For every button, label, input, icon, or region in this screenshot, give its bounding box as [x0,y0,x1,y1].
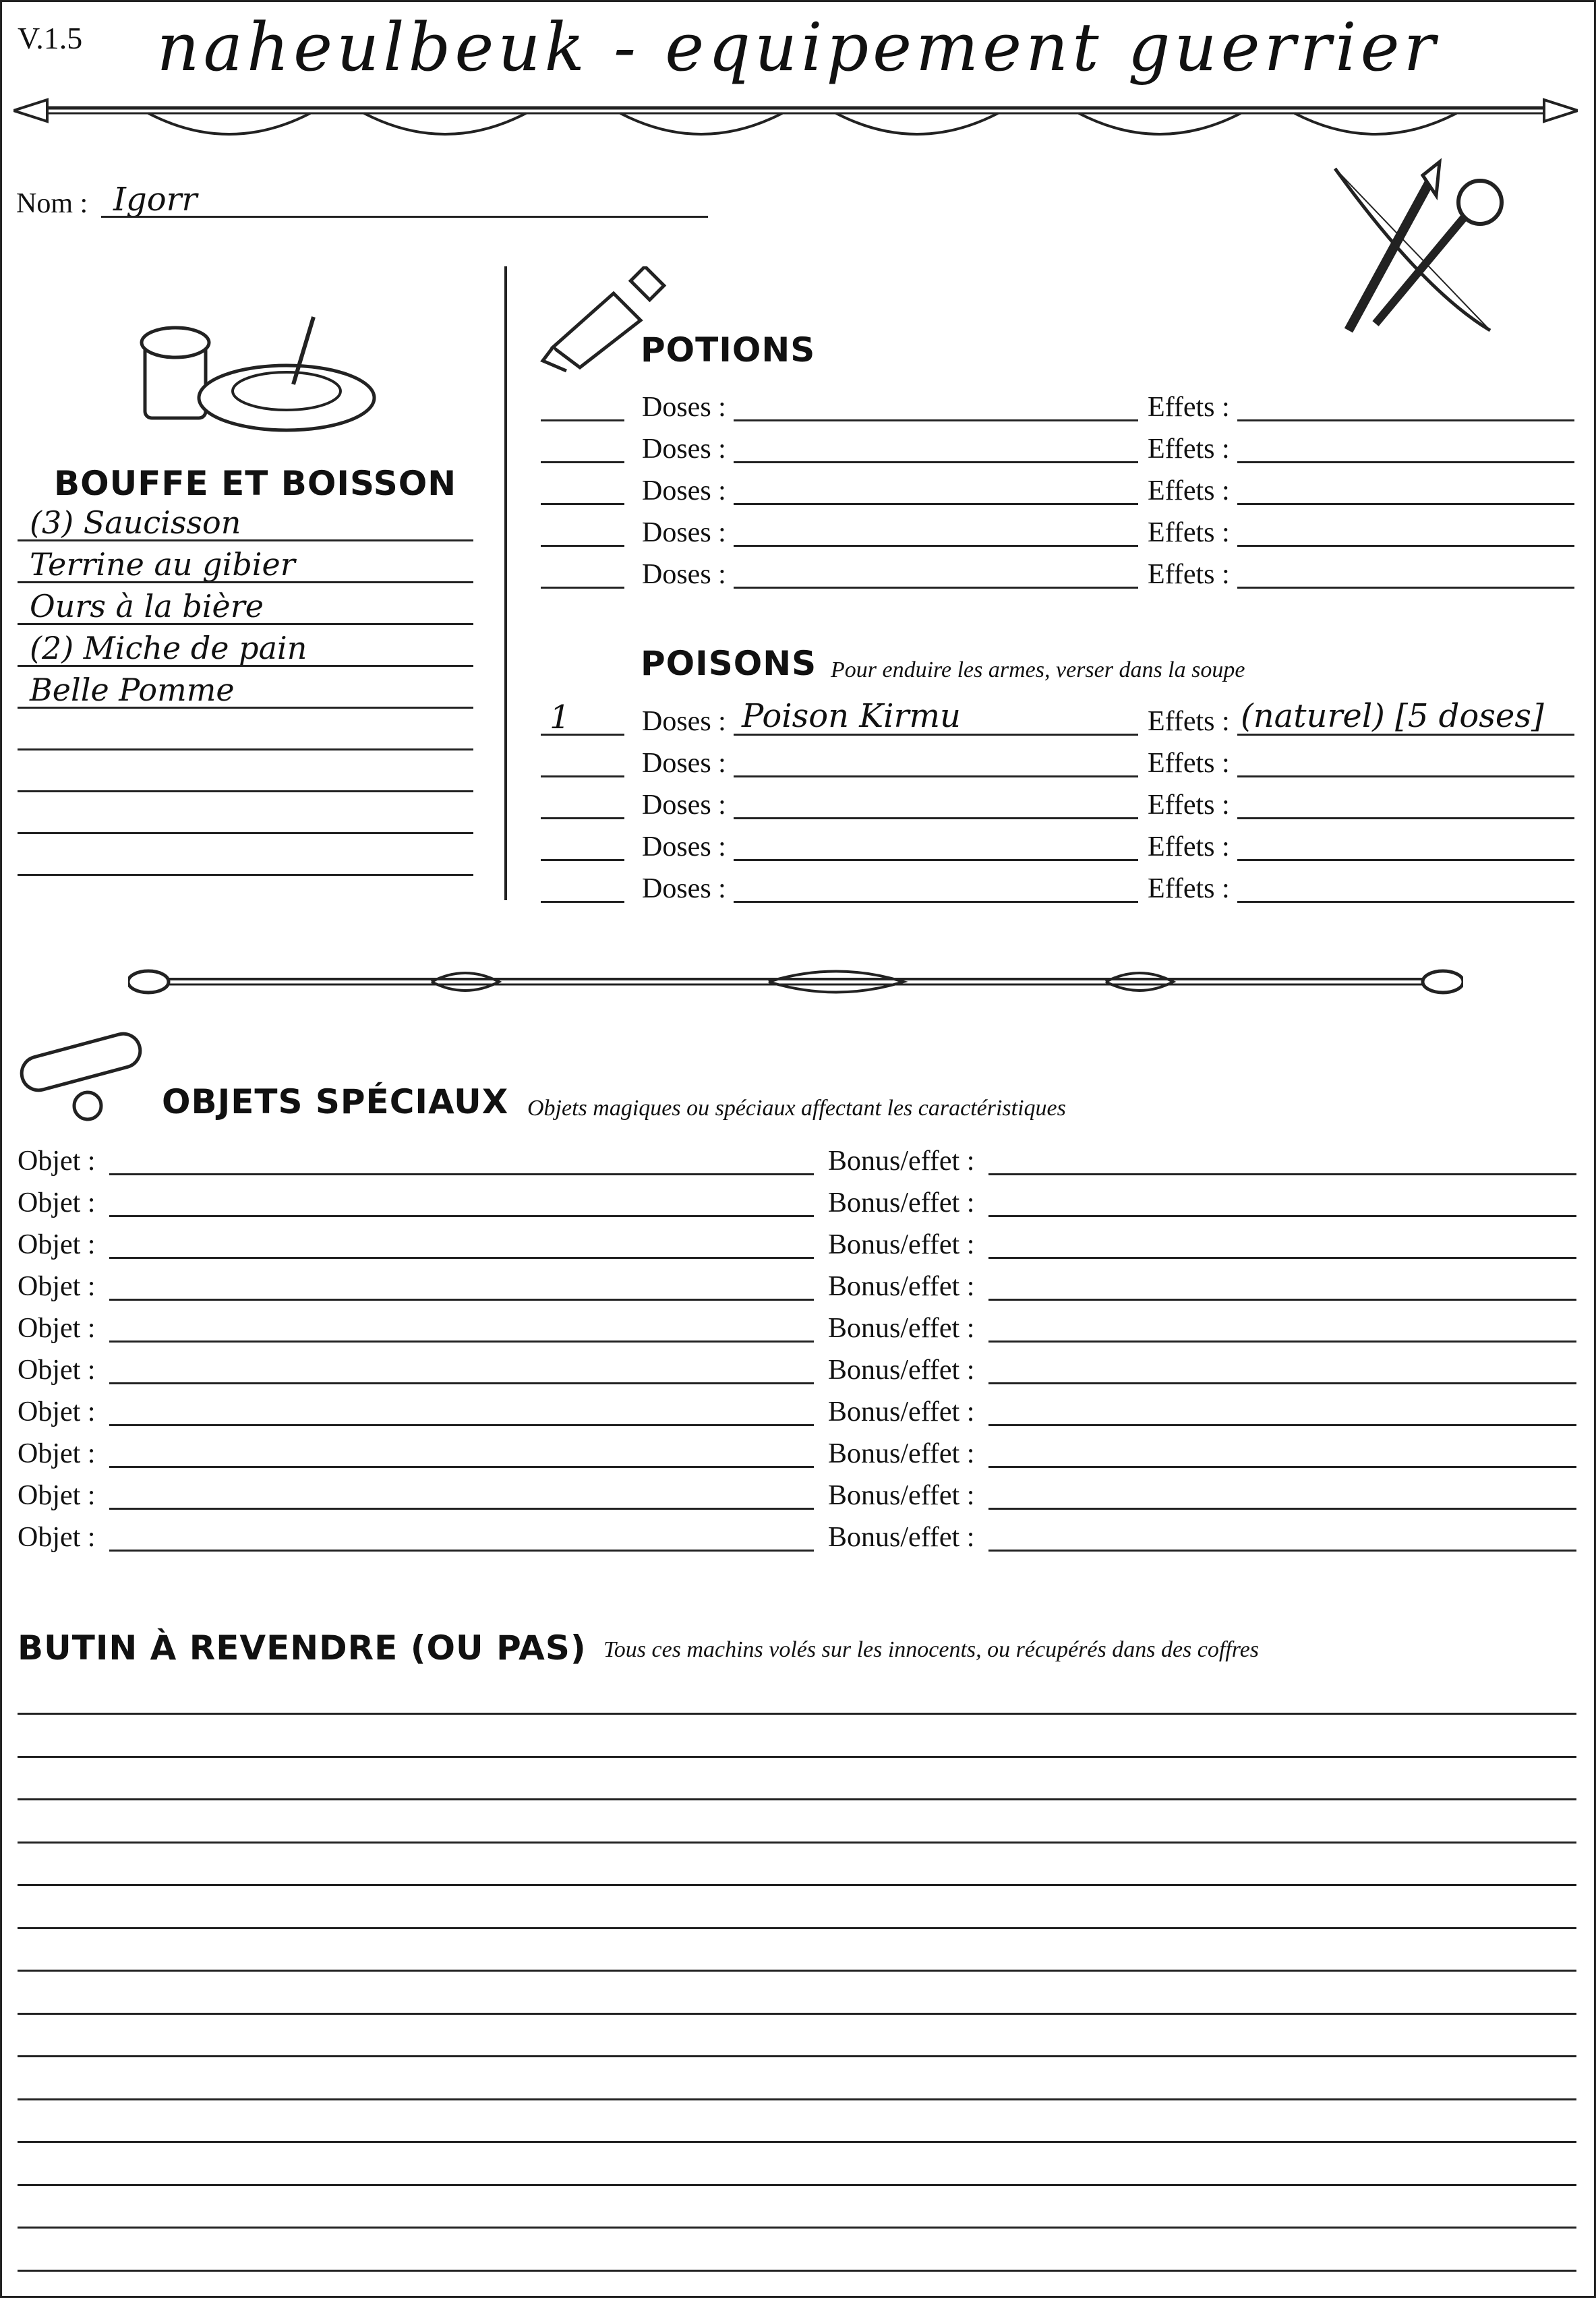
poisons-qty-line[interactable] [541,901,624,903]
poisons-effects-line[interactable] [1237,901,1574,903]
poisons-effects-field[interactable]: (naturel) [5 doses] [1241,697,1544,735]
potions-heading: POTIONS [641,330,816,370]
potions-effects-line[interactable] [1237,503,1574,505]
object-field[interactable] [109,1257,814,1259]
special-heading: OBJETS SPÉCIAUX [162,1082,509,1121]
loot-line[interactable] [18,1927,1576,1929]
object-label[interactable]: Objet : [18,1146,96,1177]
page-title: naheulbeuk - equipement guerrier [156,9,1440,86]
bonus-field[interactable] [988,1257,1576,1259]
potions-doses-line[interactable] [734,587,1138,589]
food-item[interactable]: Ours à la bière [30,588,264,624]
potions-qty-line[interactable] [541,587,624,589]
poisons-doses-line[interactable] [734,901,1138,903]
poisons-qty[interactable]: 1 [550,699,570,736]
food-item-line[interactable] [18,748,473,750]
object-label[interactable]: Objet : [18,1271,96,1302]
loot-line[interactable] [18,1842,1576,1844]
food-item-line[interactable] [18,665,473,667]
bonus-field[interactable] [988,1173,1576,1175]
potions-effects-line[interactable] [1237,587,1574,589]
poisons-qty-line[interactable] [541,859,624,861]
bonus-label[interactable]: Bonus/effet : [828,1438,975,1469]
bonus-field[interactable] [988,1340,1576,1343]
potions-effects-line[interactable] [1237,461,1574,463]
loot-line[interactable] [18,2098,1576,2100]
poisons-doses-label[interactable]: Doses : [642,706,726,737]
bonus-label[interactable]: Bonus/effet : [828,1522,975,1553]
object-field[interactable] [109,1299,814,1301]
poisons-qty-line[interactable] [541,817,624,819]
loot-line[interactable] [18,2013,1576,2015]
potions-qty-line[interactable] [541,503,624,505]
potions-doses-line[interactable] [734,419,1138,421]
potions-effects-label[interactable]: Effets : [1148,475,1230,506]
poisons-effects-label[interactable]: Effets : [1148,790,1230,821]
version-label: V.1.5 [18,21,83,55]
potions-qty-line[interactable] [541,545,624,547]
object-label[interactable]: Objet : [18,1355,96,1386]
poisons-effects-label[interactable]: Effets : [1148,873,1230,904]
loot-line[interactable] [18,1756,1576,1758]
poisons-effects-label[interactable]: Effets : [1148,706,1230,737]
poisons-qty-line[interactable] [541,734,624,736]
loot-line[interactable] [18,2184,1576,2186]
food-illustration [138,303,381,438]
poisons-effects-line[interactable] [1237,775,1574,777]
food-item-line[interactable] [18,874,473,876]
poisons-effects-line[interactable] [1237,817,1574,819]
potions-doses-label[interactable]: Doses : [642,559,726,590]
food-item-line[interactable] [18,623,473,625]
loot-line[interactable] [18,1970,1576,1972]
potions-qty-line[interactable] [541,419,624,421]
object-field[interactable] [109,1424,814,1426]
food-heading: BOUFFE ET BOISSON [54,464,457,503]
name-underline [101,216,708,218]
object-label[interactable]: Objet : [18,1480,96,1511]
poisons-qty-line[interactable] [541,775,624,777]
potions-effects-label[interactable]: Effets : [1148,517,1230,548]
spear-ornament-top [13,81,1578,155]
object-label[interactable]: Objet : [18,1396,96,1427]
food-item-line[interactable] [18,790,473,792]
loot-subtitle: Tous ces machins volés sur les innocents, ou récupérés dans des coffres [603,1637,1260,1662]
bonus-field[interactable] [988,1382,1576,1384]
potions-doses-label[interactable]: Doses : [642,475,726,506]
object-field[interactable] [109,1508,814,1510]
potions-effects-line[interactable] [1237,419,1574,421]
staff-ornament [128,958,1463,1005]
poisons-doses-line[interactable] [734,734,1138,736]
weapons-illustration [1322,155,1524,344]
bonus-label[interactable]: Bonus/effet : [828,1480,975,1511]
poisons-doses-label[interactable]: Doses : [642,790,726,821]
food-item[interactable]: (3) Saucisson [30,504,241,541]
loot-line[interactable] [18,1884,1576,1886]
poisons-doses-line[interactable] [734,775,1138,777]
object-field[interactable] [109,1466,814,1468]
potions-doses-line[interactable] [734,461,1138,463]
food-item-line[interactable] [18,832,473,834]
object-label[interactable]: Objet : [18,1438,96,1469]
loot-line[interactable] [18,2270,1576,2272]
potions-qty-line[interactable] [541,461,624,463]
bonus-field[interactable] [988,1508,1576,1510]
poisons-effects-line[interactable] [1237,859,1574,861]
food-item[interactable]: (2) Miche de pain [30,630,307,666]
object-field[interactable] [109,1173,814,1175]
loot-line[interactable] [18,1713,1576,1715]
bonus-label[interactable]: Bonus/effet : [828,1313,975,1344]
poisons-effects-label[interactable]: Effets : [1148,831,1230,862]
name-label: Nom : [16,188,88,219]
poisons-doses-label[interactable]: Doses : [642,873,726,904]
loot-line[interactable] [18,2055,1576,2057]
object-field[interactable] [109,1215,814,1217]
food-item[interactable]: Belle Pomme [30,672,235,708]
poisons-subtitle: Pour enduire les armes, verser dans la soupe [831,657,1245,682]
poisons-effects-label[interactable]: Effets : [1148,748,1230,779]
poisons-doses-field[interactable]: Poison Kirmu [742,697,961,735]
potions-doses-label[interactable]: Doses : [642,434,726,465]
object-field[interactable] [109,1340,814,1343]
poisons-doses-label[interactable]: Doses : [642,748,726,779]
bonus-label[interactable]: Bonus/effet : [828,1146,975,1177]
object-label[interactable]: Objet : [18,1522,96,1553]
bonus-field[interactable] [988,1466,1576,1468]
poisons-effects-line[interactable] [1237,734,1574,736]
potions-doses-line[interactable] [734,545,1138,547]
poisons-doses-line[interactable] [734,859,1138,861]
bonus-field[interactable] [988,1215,1576,1217]
object-field[interactable] [109,1550,814,1552]
loot-heading: BUTIN À REVENDRE (OU PAS) [18,1628,587,1668]
potions-doses-line[interactable] [734,503,1138,505]
food-item-line[interactable] [18,581,473,583]
special-subtitle: Objets magiques ou spéciaux affectant les caractéristiques [527,1096,1066,1121]
column-divider [504,266,507,900]
food-item[interactable]: Terrine au gibier [30,546,295,583]
poisons-heading: POISONS [641,644,817,683]
poisons-doses-line[interactable] [734,817,1138,819]
loot-line[interactable] [18,2141,1576,2143]
food-item-line[interactable] [18,539,473,541]
object-label[interactable]: Objet : [18,1313,96,1344]
poisons-doses-label[interactable]: Doses : [642,831,726,862]
loot-line[interactable] [18,1798,1576,1800]
potions-doses-label[interactable]: Doses : [642,392,726,423]
bonus-label[interactable]: Bonus/effet : [828,1355,975,1386]
potions-doses-label[interactable]: Doses : [642,517,726,548]
name-field[interactable]: Igorr [113,181,198,218]
bonus-label[interactable]: Bonus/effet : [828,1271,975,1302]
bonus-field[interactable] [988,1550,1576,1552]
potions-effects-line[interactable] [1237,545,1574,547]
object-field[interactable] [109,1382,814,1384]
bonus-field[interactable] [988,1424,1576,1426]
object-label[interactable]: Objet : [18,1229,96,1260]
bonus-label[interactable]: Bonus/effet : [828,1187,975,1218]
potions-effects-label[interactable]: Effets : [1148,434,1230,465]
potions-effects-label[interactable]: Effets : [1148,392,1230,423]
scroll-ring-icon [13,1025,155,1126]
bonus-label[interactable]: Bonus/effet : [828,1229,975,1260]
food-item-line[interactable] [18,707,473,709]
bonus-field[interactable] [988,1299,1576,1301]
object-label[interactable]: Objet : [18,1187,96,1218]
potions-effects-label[interactable]: Effets : [1148,559,1230,590]
loot-line[interactable] [18,2227,1576,2229]
bonus-label[interactable]: Bonus/effet : [828,1396,975,1427]
